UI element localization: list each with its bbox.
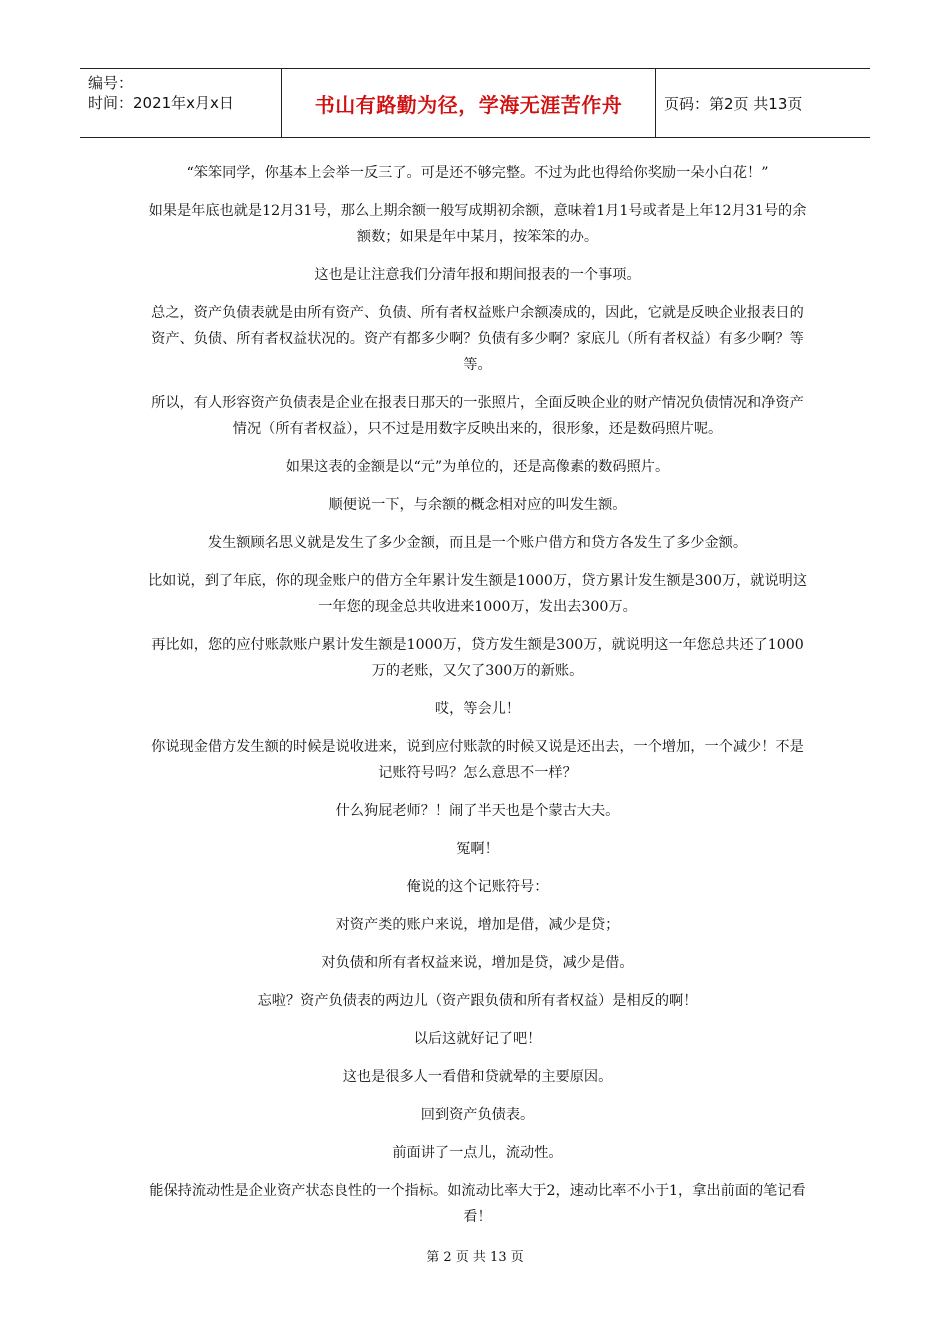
paragraph: 对资产类的账户来说，增加是借，减少是贷；: [335, 917, 620, 933]
paragraph: 如果是年底也就是12月31号，那么上期余额一般写成期初余额，意味着1月1号或者是上年12月31号的余额数；如果是年中某月，按笨笨的办。: [148, 203, 807, 245]
page-info: 页码：第2页 共13页: [664, 94, 803, 113]
paragraph: 哎，等会儿！: [434, 701, 521, 717]
paragraph: 顺便说一下，与余额的概念相对应的叫发生额。: [328, 497, 627, 513]
paragraph: 这也是很多人一看借和贷就晕的主要原因。: [342, 1069, 613, 1085]
paragraph: 能保持流动性是企业资产状态良性的一个指标。如流动比率大于2，速动比率不小于1，拿出前面的笔记看看！: [149, 1183, 806, 1225]
document-body: [145, 160, 810, 1242]
paragraph: 冤啊！: [456, 841, 499, 857]
paragraph: 俺说的这个记账符号：: [406, 879, 549, 895]
paragraph: 你说现金借方发生额的时候是说收进来，说到应付账款的时候又说是还出去，一个增加，一个减少！不是记账符号吗？怎么意思不一样？: [151, 739, 804, 781]
time-label: 时间：2021年x月x日: [88, 94, 234, 112]
paragraph: “笨笨同学，你基本上会举一反三了。可是还不够完整。不过为此也得给你奖励一朵小白花！”: [186, 165, 769, 181]
number-label: 编号：: [88, 74, 134, 92]
paragraph: 以后这就好记了吧！: [413, 1031, 542, 1047]
paragraph: 什么狗屁老师？！闹了半天也是个蒙古大夫。: [335, 803, 620, 819]
paragraph: 忘啦？资产负债表的两边儿（资产跟负债和所有者权益）是相反的啊！: [257, 993, 698, 1009]
header-table: [80, 68, 870, 138]
page-footer: 第 2 页 共 13 页: [426, 1250, 524, 1265]
paragraph: 所以，有人形容资产负债表是企业在报表日那天的一张照片，全面反映企业的财产情况负债情况和净资产情况（所有者权益），只不过是用数字反映出来的，很形象，还是数码照片呢。: [151, 395, 804, 437]
paragraph: 如果这表的金额是以“元”为单位的，还是高像素的数码照片。: [285, 459, 670, 475]
paragraph: 发生额顾名思义就是发生了多少金额，而且是一个账户借方和贷方各发生了多少金额。: [207, 535, 748, 551]
motto: 书山有路勤为径，学海无涯苦作舟: [282, 69, 656, 137]
header-meta: [80, 69, 282, 137]
paragraph: 这也是让注意我们分清年报和期间报表的一个事项。: [314, 267, 641, 283]
paragraph: 对负债和所有者权益来说，增加是贷，减少是借。: [321, 955, 634, 971]
paragraph: 前面讲了一点儿，流动性。: [392, 1145, 563, 1161]
paragraph: 比如说，到了年底，你的现金账户的借方全年累计发生额是1000万，贷方累计发生额是300万，就说明这一年您的现金总共收进来1000万，发出去300万。: [147, 573, 808, 615]
paragraph: 回到资产负债表。: [420, 1107, 535, 1123]
paragraph: 总之，资产负债表就是由所有资产、负债、所有者权益账户余额凑成的，因此，它就是反映企业报表日的资产、负债、所有者权益状况的。资产有都多少啊？负债有多少啊？家底儿（所有者权益）有多少啊？等等。: [151, 305, 804, 373]
paragraph: 再比如，您的应付账款账户累计发生额是1000万，贷方发生额是300万，就说明这一年您总共还了1000万的老账，又欠了300万的新账。: [151, 637, 804, 679]
